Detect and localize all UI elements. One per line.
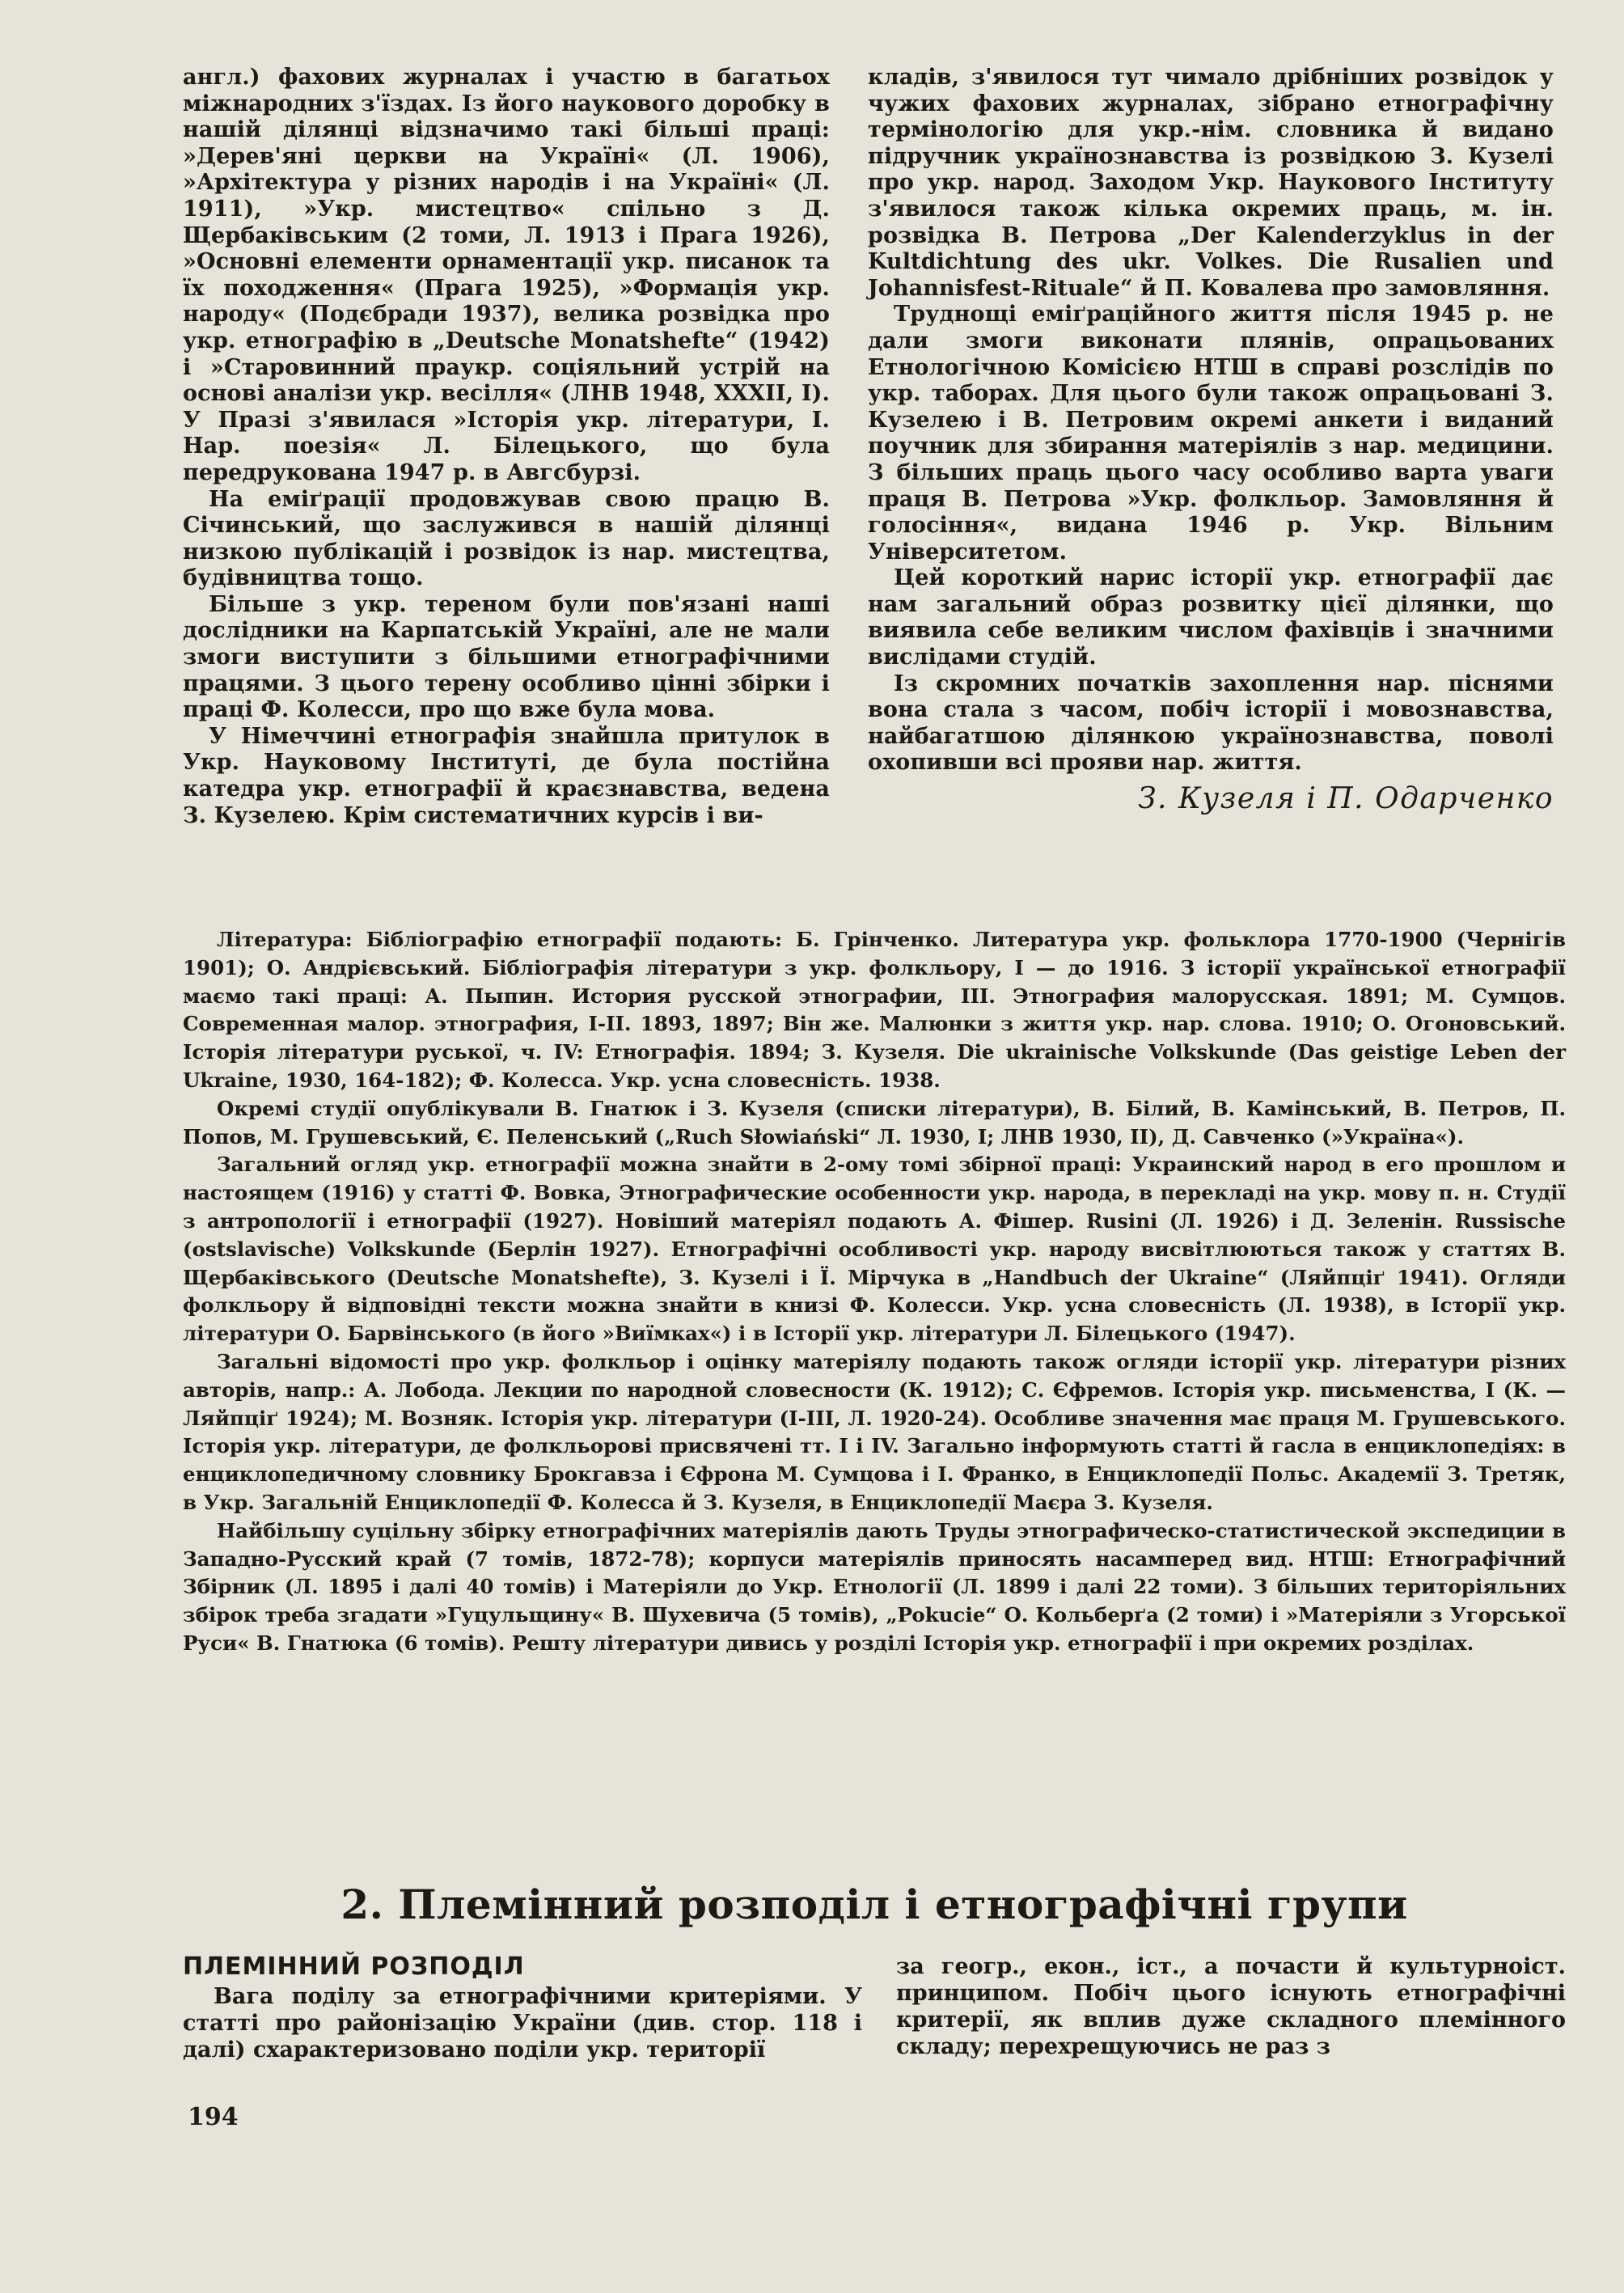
author-signature: З. Кузеля і П. Одарченко (1138, 782, 1554, 816)
paragraph: за геогр., екон., іст., а почасти й культурноіст. принципом. Побіч цього існують етнографічні критерії, як вплив дуже складного племінного складу; перехрещуючись не раз з (896, 1954, 1566, 2059)
right-text-column (868, 65, 1554, 816)
paragraph: кладів, з'явилося тут чимало дрібніших розвідок у чужих фахових журналах, зібрано етнографічну термінологію для укр.-нім. словника й видано підручник українознавства із розвідкою З. Кузелі про укр. народ. Заходом Укр. Наукового Інституту з'явилося також кілька окремих праць, м. ін. розвідка В. Петрова „Der Kalenderzyklus in der Kultdichtung des ukr. Volkes. Die Rusalien und Johannisfest-Rituale“ й П. Ковалева про замовляння. (868, 65, 1554, 301)
literature-section (183, 926, 1566, 1658)
literature-paragraph: Загальні відомості про укр. фолкльор і оцінку матеріялу подають також огляди історії укр. літератури різних авторів, напр.: А. Лобода. Лекции по народной словесности (К. 1912); С. Єфремов. Історія укр. письменства, I (К. — Ляйпціґ 1924); М. Возняк. Історія укр. літератури (I-III, Л. 1920-24). Особливе значення має праця М. Грушевського. Історія укр. літератури, де фолкльорові присвячені тт. I і IV. Загально інформують статті й гасла в енциклопедіях: в енциклопедичному словнику Брокгавза і Єфрона М. Сумцова і І. Франко, в Енциклопедії Польс. Академії З. Третяк, в Укр. Загальній Енциклопедії Ф. Колесса й З. Кузеля, в Енциклопедії Маєра З. Кузеля. (183, 1349, 1566, 1514)
page-number: 194 (188, 2103, 239, 2131)
paragraph: Вага поділу за етнографічними критеріями. У статті про районізацію України (див. стор. 118 і далі) схарактеризовано поділи укр. території (183, 1984, 862, 2062)
paragraph: У Німеччині етнографія знайшла притулок в Укр. Науковому Інституті, де була постійна катедра укр. етнографії й краєзнавства, ведена З. Кузелею. Крім систематичних курсів і ви- (183, 723, 830, 828)
subheading: ПЛЕМІННИЙ РОЗПОДІЛ (183, 1952, 525, 1981)
bottom-left-column (183, 1953, 862, 2063)
paragraph: англ.) фахових журналах і участю в багатьох міжнародних з'їздах. Із його наукового доробку в нашій ділянці відзначимо такі більші праці: »Дерев'яні церкви на Україні« (Л. 1906), »Архітектура у різних народів і на Україні« (Л. 1911), »Укр. мистецтво« спільно з Д. Щербаківським (2 томи, Л. 1913 і Прага 1926), »Основні елементи орнаментації укр. писанок та їх походження« (Прага 1925), »Формація укр. народу« (Подєбради 1937), велика розвідка про укр. етнографію в „Deutsche Monatshefte“ (1942) і »Старовинний праукр. соціяльний устрій на основі аналізи укр. весілля« (ЛНВ 1948, XXXII, I). У Празі з'явилася »Історія укр. літератури, І. Нар. поезія« Л. Білецького, що була передрукована 1947 р. в Авгсбурзі. (183, 65, 830, 485)
paragraph: На еміґрації продовжував свою працю В. Січинський, що заслужився в нашій ділянці низкою публікацій і розвідок із нар. мистецтва, будівництва тощо. (183, 486, 830, 591)
literature-paragraph: Загальний огляд укр. етнографії можна знайти в 2-ому томі збірної праці: Украинский народ в его прошлом и настоящем (1916) у статті Ф. Вовка, Этнографические особенности укр. народа, в перекладі на укр. мову п. н. Студії з антропології і етнографії (1927). Новіший матеріял подають А. Фішер. Rusini (Л. 1926) і Д. Зеленін. Russische (ostslavische) Volkskunde (Берлін 1927). Етнографічні особливості укр. народу висвітлюються також у статтях В. Щербаківського (Deutsche Monatshefte), З. Кузелі і Ї. Мірчука в „Handbuch der Ukraine“ (Ляйпціґ 1941). Огляди фолкльору й відповідні тексти можна знайти в книзі Ф. Колесси. Укр. усна словесність (Л. 1938), в Історії укр. літератури О. Барвінського (в його »Виїмках«) і в Історії укр. літератури Л. Білецького (1947). (183, 1153, 1566, 1346)
section-heading: 2. Племінний розподіл і етнографічні групи (340, 1881, 1408, 1928)
paragraph: Більше з укр. тереном були пов'язані наші дослідники на Карпатській Україні, але не мали змоги виступити з більшими етнографічними працями. З цього терену особливо цінні збірки і праці Ф. Колесси, про що вже була мова. (183, 591, 830, 723)
left-text-column (183, 65, 830, 829)
literature-paragraph: Окремі студії опублікували В. Гнатюк і З. Кузеля (списки літератури), В. Білий, В. Камінський, В. Петров, П. Попов, М. Грушевський, Є. Пеленський („Ruch Słowiański“ Л. 1930, I; ЛНВ 1930, II), Д. Савченко (»Україна«). (183, 1096, 1566, 1149)
paragraph: Цей короткий нарис історії укр. етнографії дає нам загальний образ розвитку цієї ділянки, що виявила себе великим числом фахівців і значними вислідами студій. (868, 565, 1554, 671)
bottom-right-column (896, 1953, 1566, 2060)
literature-paragraph: Найбільшу суцільну збірку етнографічних матеріялів дають Труды этнографическо-статистической экспедиции в Западно-Русский край (7 томів, 1872-78); корпуси матеріялів приносять насамперед вид. НТШ: Етнографічний Збірник (Л. 1895 і далі 40 томів) і Матеріяли до Укр. Етнології (Л. 1899 і далі 22 томи). З більших територіяльних збірок треба згадати »Гуцульщину« В. Шухевича (5 томів), „Pokucie“ О. Кольберґа (2 томи) і »Матеріяли з Угорської Руси« В. Гнатюка (6 томів). Решту літератури дивись у розділі Історія укр. етнографії і при окремих розділах. (183, 1518, 1566, 1655)
paragraph: Із скромних початків захоплення нар. піснями вона стала з часом, побіч історії і мовознавства, найбагатшою ділянкою українознавства, поволі охопивши всі прояви нар. життя. (868, 671, 1554, 776)
paragraph: Труднощі еміґраційного життя після 1945 р. не дали змоги виконати плянів, опрацьованих Етнологічною Комісією НТШ в справі розслідів по укр. таборах. Для цього були також опрацьовані З. Кузелею і В. Петровим окремі анкети і виданий поучник для збирання матеріялів з нар. медицини. З більших праць цього часу особливо варта уваги праця В. Петрова »Укр. фолкльор. Замовляння й голосіння«, видана 1946 р. Укр. Вільним Університетом. (868, 302, 1554, 565)
literature-paragraph: Література: Бібліографію етнографії подають: Б. Грінченко. Литература укр. фольклора 1770-1900 (Чернігів 1901); О. Андрієвський. Бібліографія літератури з укр. фолкльору, І — до 1916. З історії української етнографії маємо такі праці: А. Пыпин. История русской этнографии, III. Этнография малорусская. 1891; М. Сумцов. Современная малор. этнография, I-II. 1893, 1897; Він же. Малюнки з життя укр. нар. слова. 1910; О. Огоновський. Історія літератури руської, ч. IV: Етнографія. 1894; З. Кузеля. Die ukrainische Volkskunde (Das geistige Leben der Ukraine, 1930, 164-182); Ф. Колесса. Укр. усна словесність. 1938. (183, 928, 1566, 1092)
